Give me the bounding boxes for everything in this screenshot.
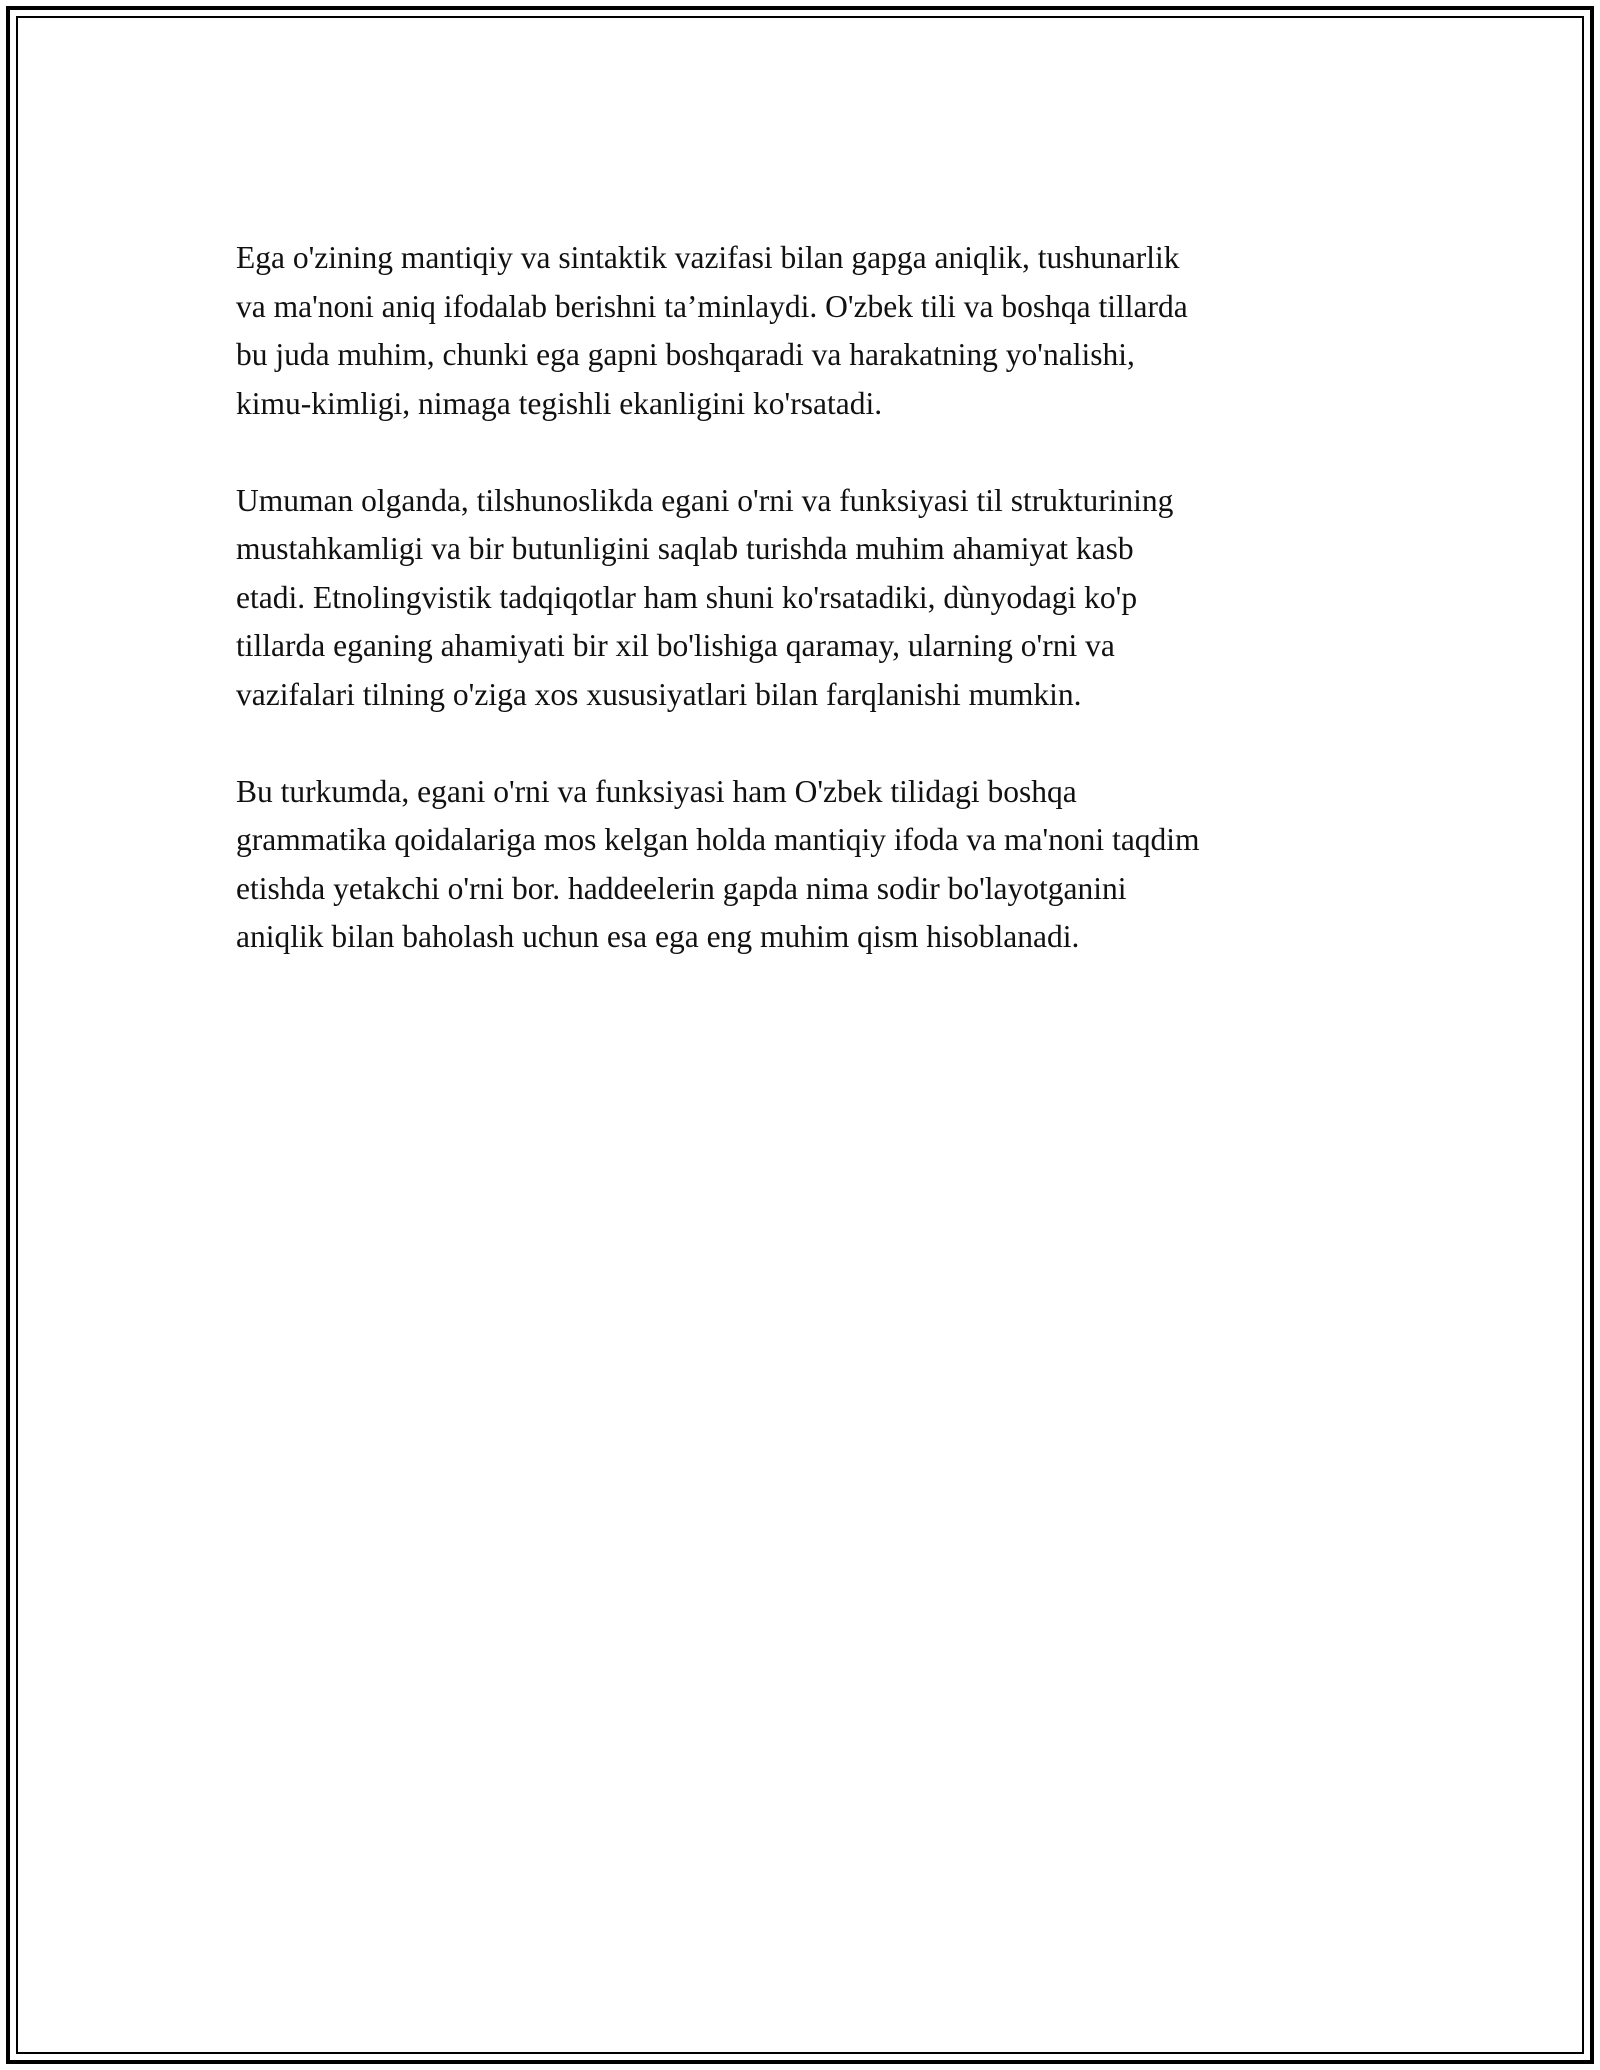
paragraph-line: etishda yetakchi o'rni bor. haddeelerin gapda nima sodir bo'layotganini — [236, 870, 1127, 906]
paragraph-line: Bu turkumda, egani o'rni va funksiyasi ham O'zbek tilidagi boshqa — [236, 773, 1077, 809]
paragraph-3 — [236, 768, 1376, 962]
paragraph-line: aniqlik bilan baholash uchun esa ega eng muhim qism hisoblanadi. — [236, 919, 1080, 954]
paragraph-line: va ma'noni aniq ifodalab berishni ta’minlaydi. O'zbek tili va boshqa tillarda — [236, 288, 1188, 324]
paragraph-line: etadi. Etnolingvistik tadqiqotlar ham shuni ko'rsatadiki, dùnyodagi ko'p — [236, 579, 1138, 615]
paragraph-line: Umuman olganda, tilshunoslikda egani o'rni va funksiyasi til strukturining — [236, 482, 1174, 518]
paragraph-line: mustahkamligi va bir butunligini saqlab turishda muhim ahamiyat kasb — [236, 531, 1134, 566]
paragraph-line: grammatika qoidalariga mos kelgan holda mantiqiy ifoda va ma'noni taqdim — [236, 822, 1200, 857]
paragraph-line: tillarda eganing ahamiyati bir xil bo'lishiga qaramay, ularning o'rni va — [236, 628, 1115, 663]
paragraph-1 — [236, 234, 1376, 428]
paragraph-line: bu juda muhim, chunki ega gapni boshqaradi va harakatning yo'nalishi, — [236, 337, 1135, 372]
paragraph-line: Ega o'zining mantiqiy va sintaktik vazifasi bilan gapga aniqlik, tushunarlik — [236, 240, 1180, 275]
paragraph-2 — [236, 477, 1376, 720]
document-body — [236, 234, 1376, 1010]
paragraph-line: kimu-kimligi, nimaga tegishli ekanligini ko'rsatadi. — [236, 385, 883, 421]
paragraph-line: vazifalari tilning o'ziga xos xususiyatlari bilan farqlanishi mumkin. — [236, 676, 1082, 712]
